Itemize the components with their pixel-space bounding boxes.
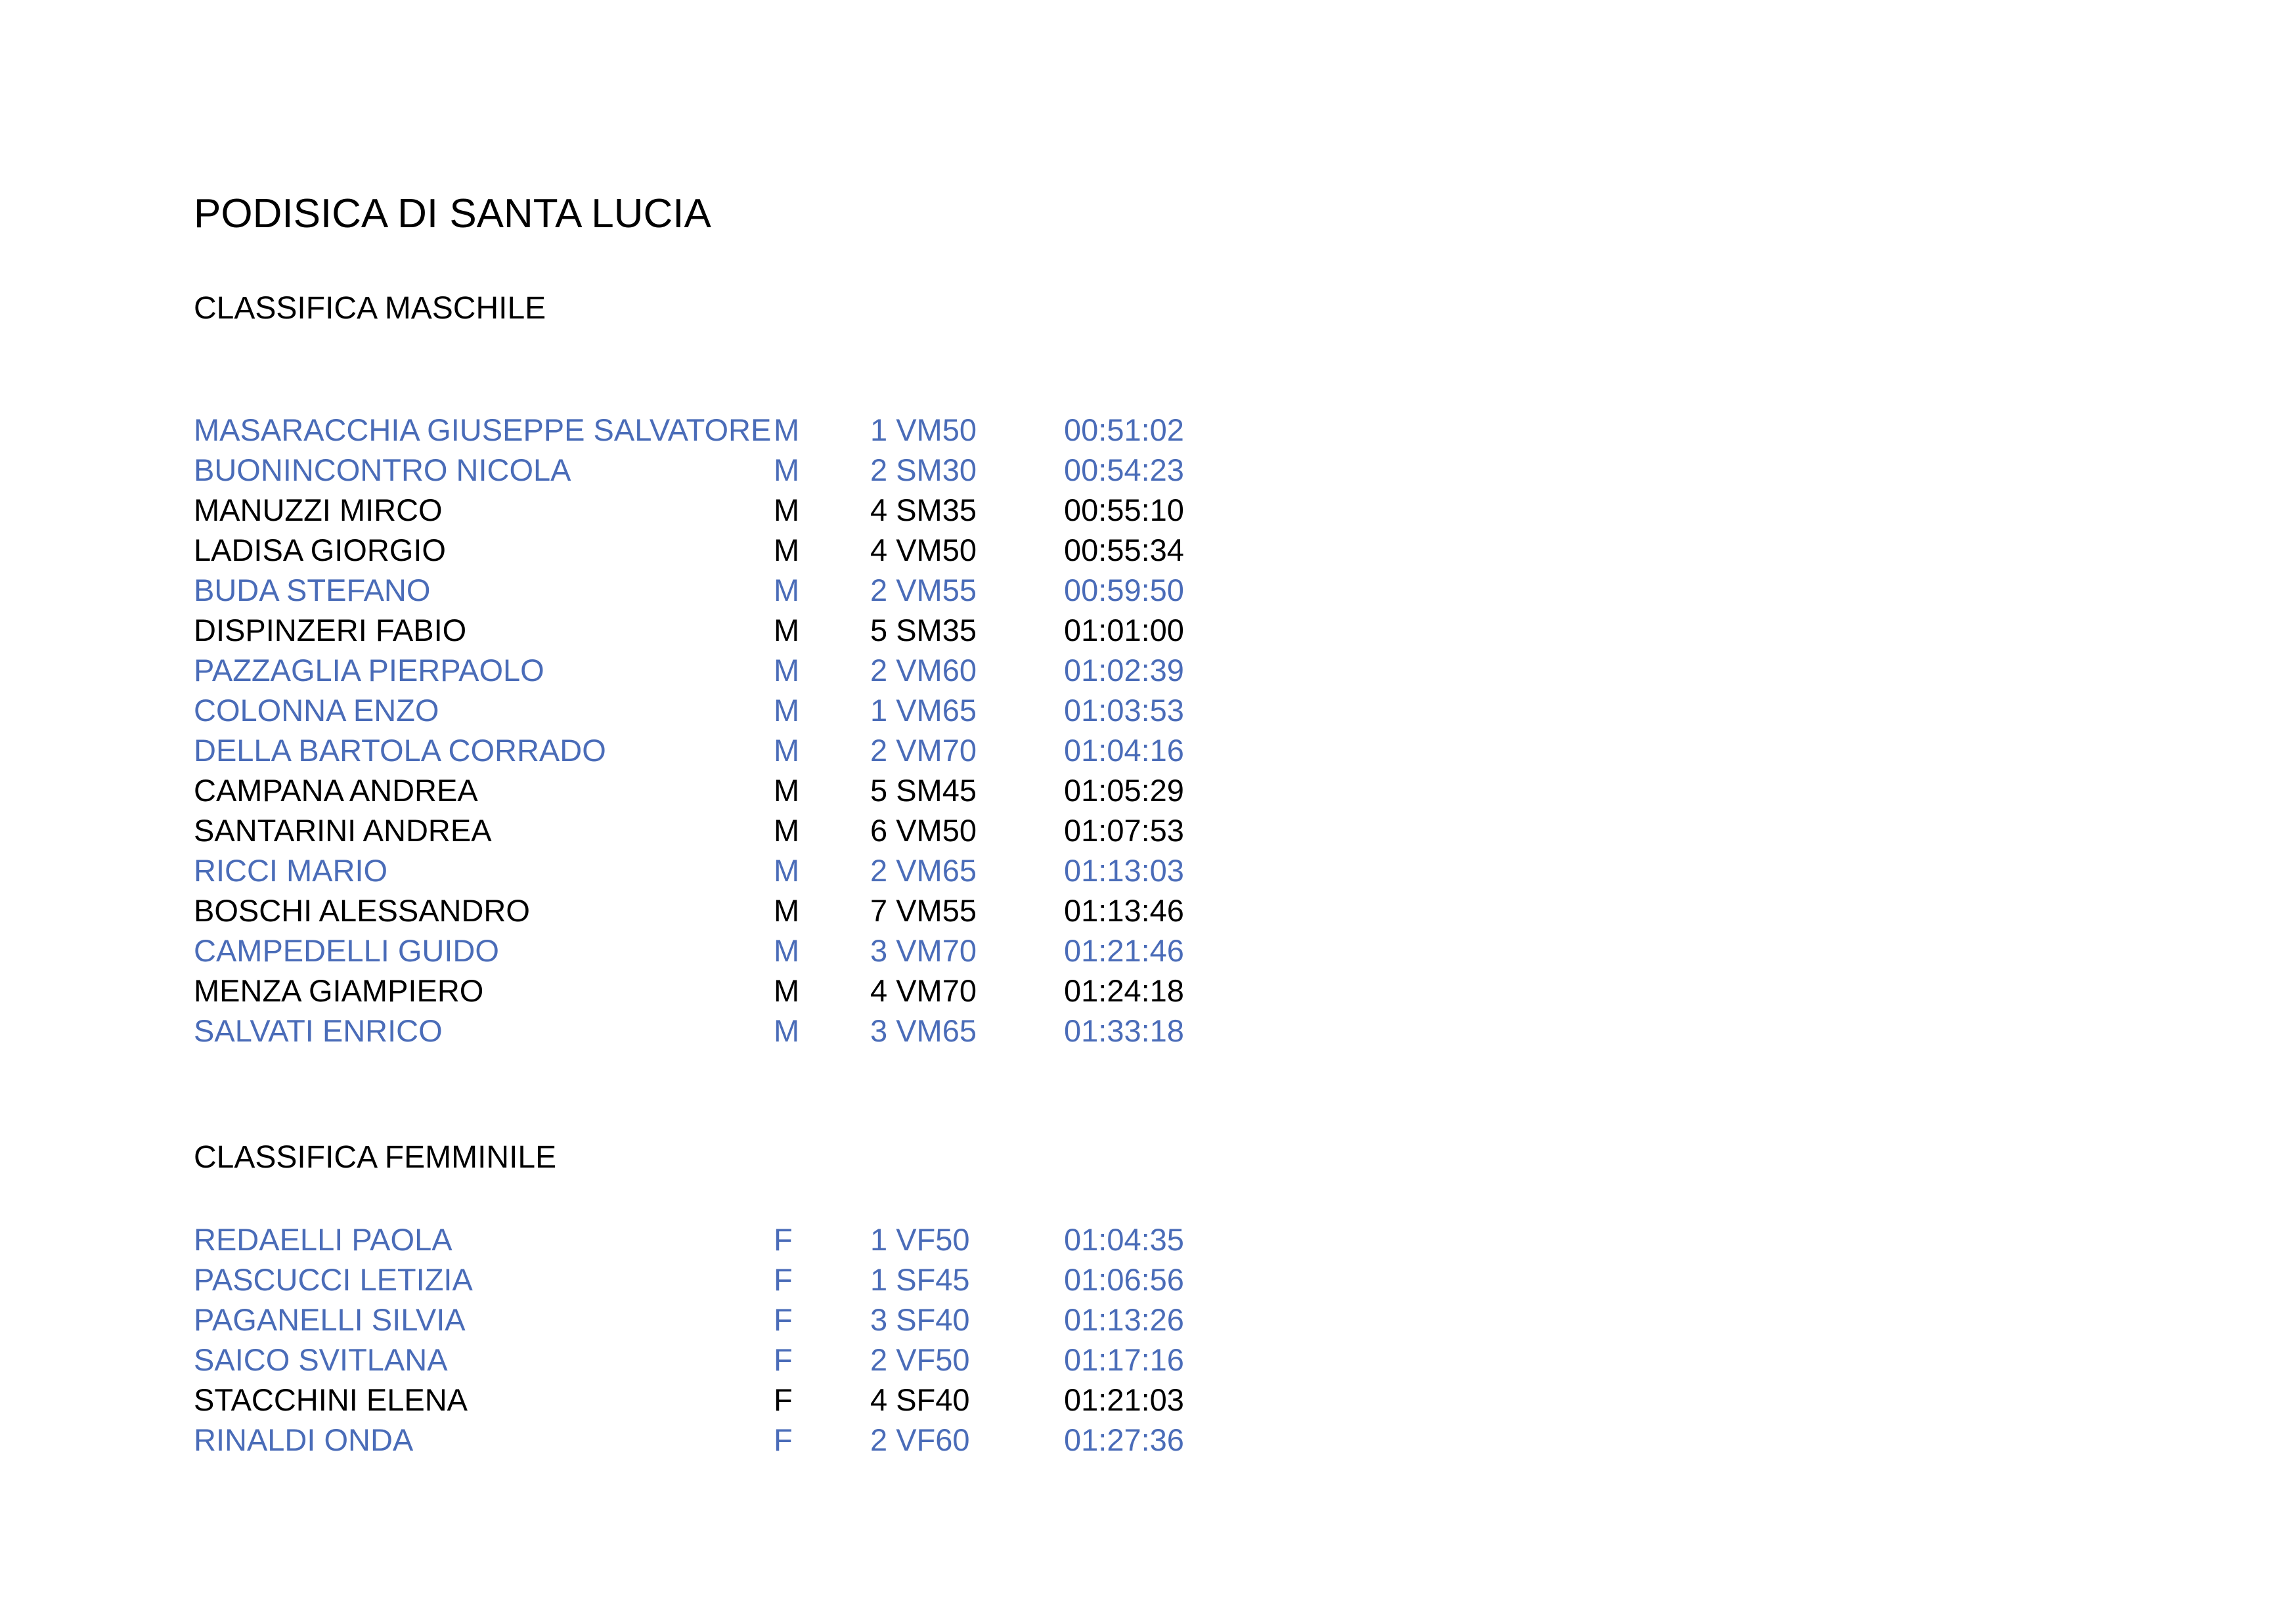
athlete-name: PASCUCCI LETIZIA <box>194 1262 473 1297</box>
athlete-name: STACCHINI ELENA <box>194 1382 468 1417</box>
athlete-sex: F <box>774 1382 793 1417</box>
athlete-category-rank: 2 SM30 <box>870 452 977 487</box>
athlete-time: 01:07:53 <box>1064 813 1184 848</box>
athlete-category-rank: 3 VM70 <box>870 933 977 968</box>
result-row <box>194 1300 1245 1340</box>
athlete-category-rank: 7 VM55 <box>870 893 977 928</box>
result-row <box>194 770 1245 810</box>
athlete-time: 00:51:02 <box>1064 412 1184 447</box>
athlete-time: 01:02:39 <box>1064 653 1184 688</box>
athlete-time: 01:13:03 <box>1064 853 1184 888</box>
athlete-time: 01:13:46 <box>1064 893 1184 928</box>
athlete-name: SAICO SVITLANA <box>194 1342 448 1377</box>
result-row <box>194 1260 1245 1300</box>
athlete-name: CAMPEDELLI GUIDO <box>194 933 499 968</box>
athlete-time: 01:24:18 <box>1064 973 1184 1008</box>
athlete-sex: F <box>774 1262 793 1297</box>
result-row <box>194 810 1245 850</box>
athlete-sex: M <box>774 533 800 567</box>
athlete-name: MENZA GIAMPIERO <box>194 973 484 1008</box>
athlete-sex: M <box>774 773 800 808</box>
athlete-name: DISPINZERI FABIO <box>194 613 467 647</box>
athlete-sex: M <box>774 1013 800 1048</box>
athlete-time: 01:03:53 <box>1064 693 1184 728</box>
athlete-time: 01:21:03 <box>1064 1382 1184 1417</box>
athlete-name: MASARACCHIA GIUSEPPE SALVATORE <box>194 412 772 447</box>
result-row <box>194 1219 1245 1260</box>
athlete-time: 01:17:16 <box>1064 1342 1184 1377</box>
result-row <box>194 931 1245 971</box>
result-row <box>194 690 1245 730</box>
athlete-time: 01:33:18 <box>1064 1013 1184 1048</box>
athlete-sex: M <box>774 893 800 928</box>
result-row <box>194 1340 1245 1380</box>
athlete-time: 01:01:00 <box>1064 613 1184 647</box>
athlete-name: PAZZAGLIA PIERPAOLO <box>194 653 544 688</box>
result-row <box>194 450 1245 490</box>
athlete-time: 01:04:16 <box>1064 733 1184 768</box>
athlete-category-rank: 1 VM65 <box>870 693 977 728</box>
result-row <box>194 1380 1245 1420</box>
athlete-time: 01:27:36 <box>1064 1422 1184 1457</box>
athlete-sex: M <box>774 412 800 447</box>
athlete-sex: M <box>774 493 800 527</box>
athlete-time: 00:55:10 <box>1064 493 1184 527</box>
athlete-time: 01:13:26 <box>1064 1302 1184 1337</box>
athlete-time: 00:59:50 <box>1064 573 1184 607</box>
athlete-time: 00:55:34 <box>1064 533 1184 567</box>
athlete-sex: F <box>774 1302 793 1337</box>
athlete-category-rank: 4 VM70 <box>870 973 977 1008</box>
athlete-category-rank: 6 VM50 <box>870 813 977 848</box>
result-row <box>194 650 1245 690</box>
page-title: PODISICA DI SANTA LUCIA <box>194 191 711 236</box>
athlete-name: BUONINCONTRO NICOLA <box>194 452 571 487</box>
athlete-name: BOSCHI ALESSANDRO <box>194 893 530 928</box>
athlete-time: 01:04:35 <box>1064 1222 1184 1257</box>
athlete-time: 00:54:23 <box>1064 452 1184 487</box>
athlete-name: REDAELLI PAOLA <box>194 1222 453 1257</box>
athlete-sex: M <box>774 653 800 688</box>
result-row <box>194 1420 1245 1460</box>
athlete-name: MANUZZI MIRCO <box>194 493 443 527</box>
athlete-category-rank: 3 SF40 <box>870 1302 970 1337</box>
athlete-sex: M <box>774 813 800 848</box>
result-row <box>194 410 1245 450</box>
athlete-category-rank: 2 VM70 <box>870 733 977 768</box>
male-ranking-heading: CLASSIFICA MASCHILE <box>194 291 546 326</box>
athlete-category-rank: 2 VF60 <box>870 1422 970 1457</box>
athlete-name: DELLA BARTOLA CORRADO <box>194 733 606 768</box>
athlete-sex: M <box>774 573 800 607</box>
result-row <box>194 570 1245 610</box>
athlete-name: PAGANELLI SILVIA <box>194 1302 466 1337</box>
male-results-list <box>194 410 1245 1051</box>
athlete-sex: M <box>774 452 800 487</box>
athlete-sex: M <box>774 613 800 647</box>
athlete-name: COLONNA ENZO <box>194 693 439 728</box>
athlete-category-rank: 5 SM35 <box>870 613 977 647</box>
athlete-time: 01:05:29 <box>1064 773 1184 808</box>
athlete-name: CAMPANA ANDREA <box>194 773 478 808</box>
athlete-category-rank: 4 SM35 <box>870 493 977 527</box>
athlete-category-rank: 5 SM45 <box>870 773 977 808</box>
result-row <box>194 971 1245 1011</box>
athlete-sex: M <box>774 693 800 728</box>
athlete-category-rank: 1 VF50 <box>870 1222 970 1257</box>
result-row <box>194 610 1245 650</box>
athlete-category-rank: 2 VM60 <box>870 653 977 688</box>
athlete-sex: M <box>774 973 800 1008</box>
athlete-name: SALVATI ENRICO <box>194 1013 443 1048</box>
athlete-category-rank: 1 VM50 <box>870 412 977 447</box>
result-row <box>194 890 1245 931</box>
athlete-category-rank: 2 VM65 <box>870 853 977 888</box>
result-row <box>194 1011 1245 1051</box>
athlete-sex: M <box>774 933 800 968</box>
female-ranking-heading: CLASSIFICA FEMMINILE <box>194 1140 557 1175</box>
result-row <box>194 530 1245 570</box>
athlete-category-rank: 2 VF50 <box>870 1342 970 1377</box>
female-results-list <box>194 1219 1245 1460</box>
athlete-sex: M <box>774 853 800 888</box>
athlete-category-rank: 4 SF40 <box>870 1382 970 1417</box>
athlete-sex: F <box>774 1422 793 1457</box>
result-row <box>194 850 1245 890</box>
athlete-sex: M <box>774 733 800 768</box>
athlete-name: RICCI MARIO <box>194 853 388 888</box>
athlete-time: 01:21:46 <box>1064 933 1184 968</box>
athlete-category-rank: 3 VM65 <box>870 1013 977 1048</box>
athlete-name: LADISA GIORGIO <box>194 533 446 567</box>
athlete-sex: F <box>774 1222 793 1257</box>
athlete-category-rank: 2 VM55 <box>870 573 977 607</box>
athlete-name: BUDA STEFANO <box>194 573 431 607</box>
result-row <box>194 730 1245 770</box>
athlete-name: RINALDI ONDA <box>194 1422 414 1457</box>
athlete-sex: F <box>774 1342 793 1377</box>
athlete-category-rank: 1 SF45 <box>870 1262 970 1297</box>
athlete-category-rank: 4 VM50 <box>870 533 977 567</box>
result-row <box>194 490 1245 530</box>
athlete-name: SANTARINI ANDREA <box>194 813 492 848</box>
athlete-time: 01:06:56 <box>1064 1262 1184 1297</box>
